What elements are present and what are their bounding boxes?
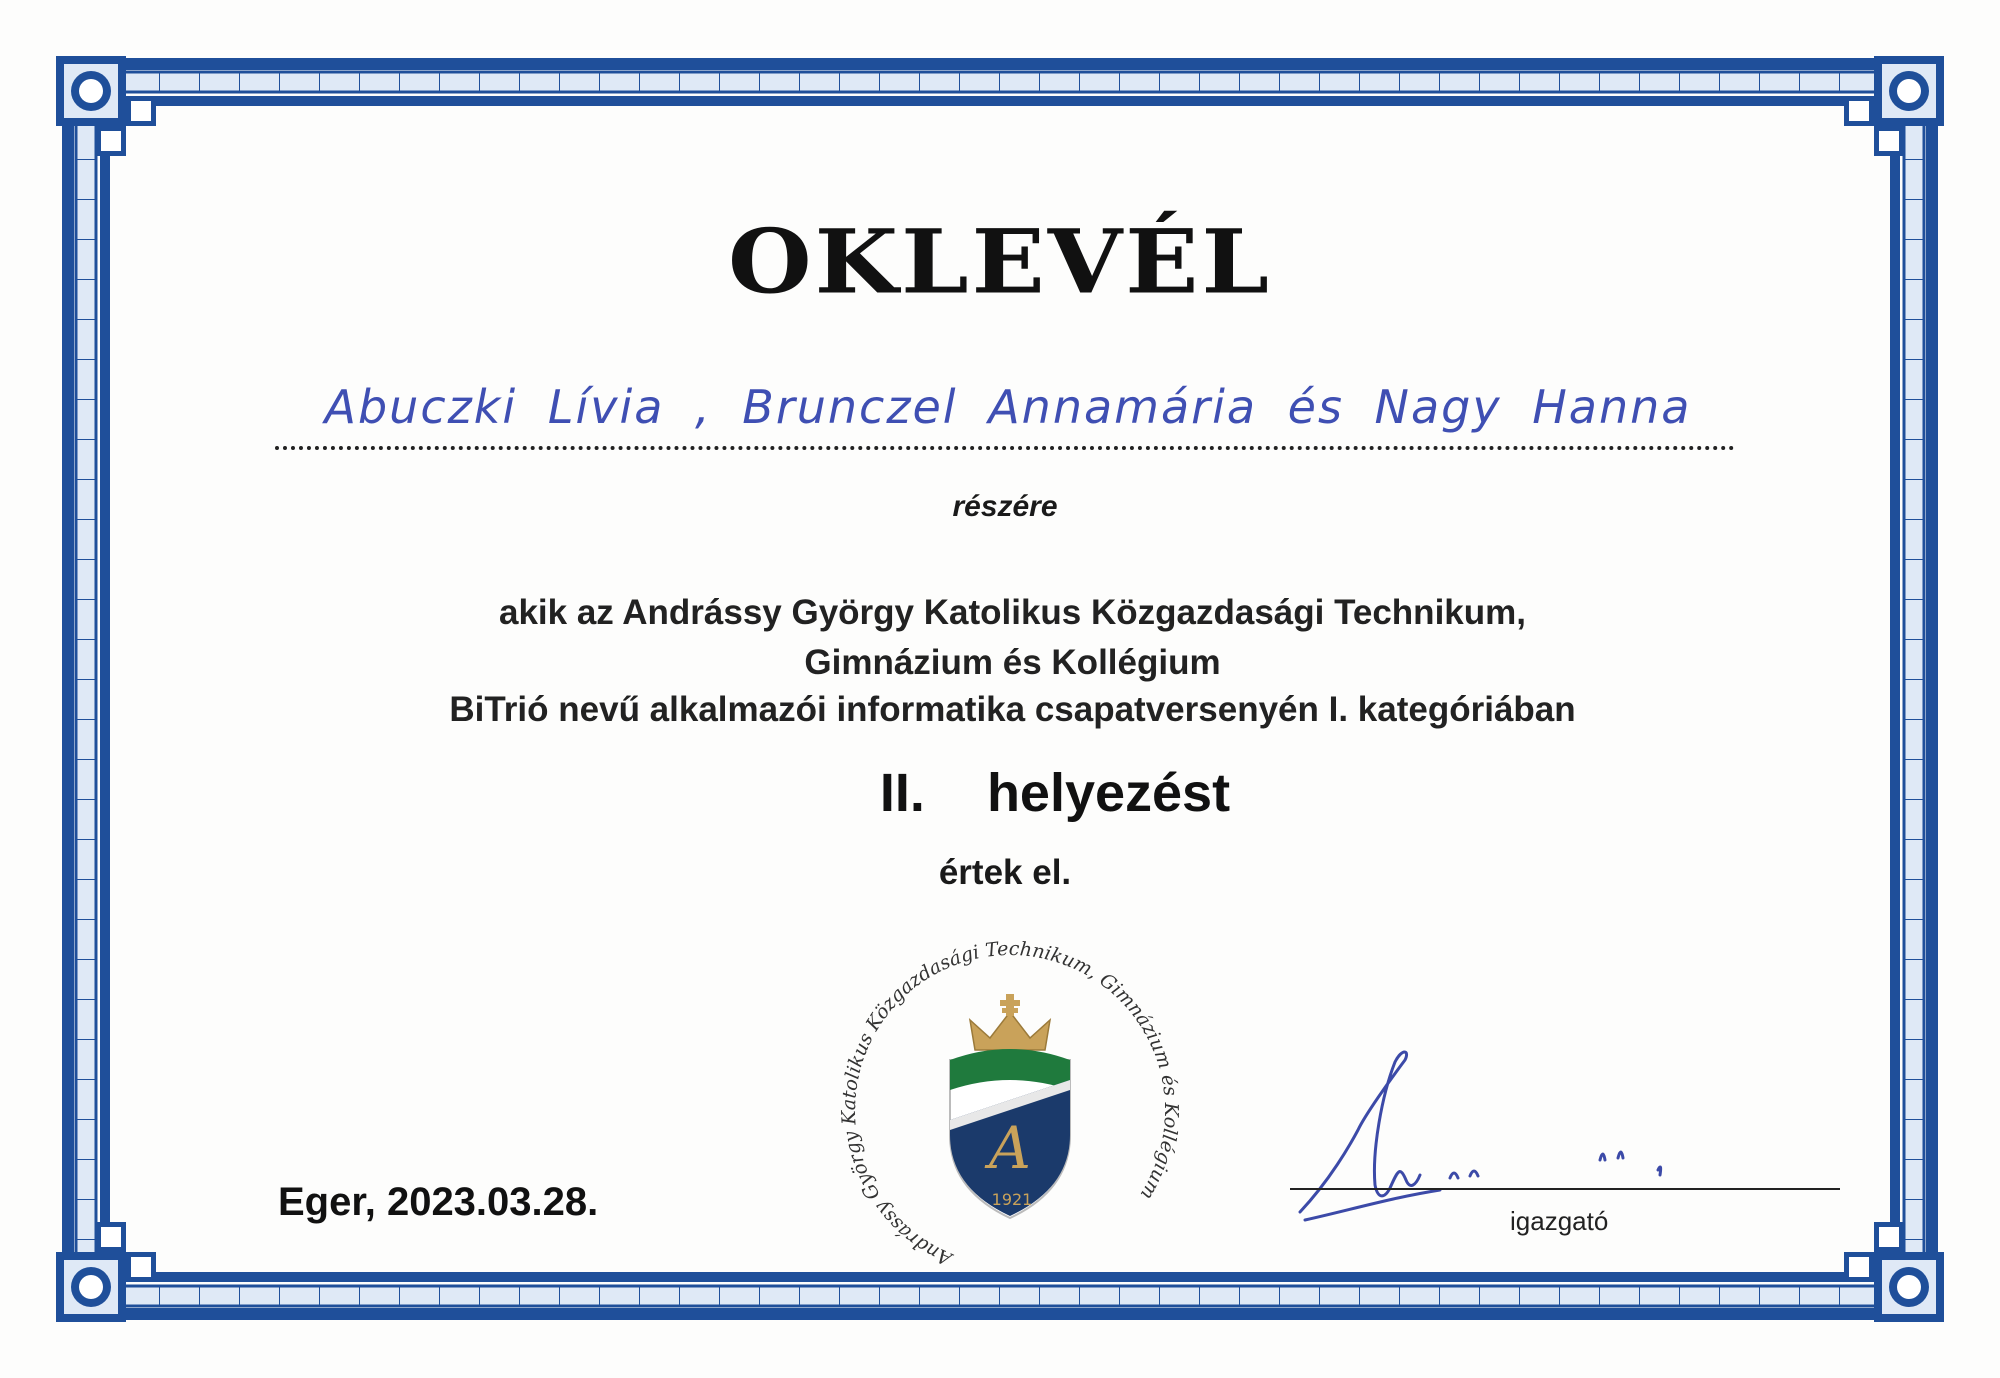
crest-year: 1921 — [991, 1190, 1033, 1209]
director-signature — [1270, 1020, 1700, 1240]
seal-ring-text: Andrássy György Katolikus Közgazdasági Technikum, Gimnázium és Kollégium — [837, 937, 1183, 1270]
place-date: Eger, 2023.03.28. — [278, 1180, 599, 1224]
certificate-title: OKLEVÉL — [728, 209, 1272, 314]
body-line-3 — [0, 690, 2000, 730]
placement-rank: II. — [879, 763, 925, 823]
competition-name: BiTrió — [449, 690, 549, 729]
recipient-names: Abuczki Lívia , Brunczel Annamária és Nagy Hanna — [324, 380, 1692, 434]
placement — [0, 762, 2000, 824]
body-line-2: Gimnázium és Kollégium — [804, 643, 1221, 682]
recipient-dotted-line — [275, 446, 1735, 450]
signatory-role: igazgató — [1510, 1206, 1609, 1236]
achieved-label: értek el. — [938, 853, 1072, 892]
signature-line — [1290, 1188, 1840, 1190]
school-seal — [820, 920, 1200, 1300]
body-line-1: akik az Andrássy György Katolikus Közgazdasági Technikum, — [499, 593, 1526, 632]
for-label: részére — [952, 490, 1058, 523]
crown-icon — [970, 994, 1050, 1050]
competition-description: nevű alkalmazói informatika csapatversenyén I. kategóriában — [548, 690, 1576, 729]
crest-letter: A — [989, 1114, 1031, 1182]
placement-word: helyezést — [986, 763, 1231, 823]
